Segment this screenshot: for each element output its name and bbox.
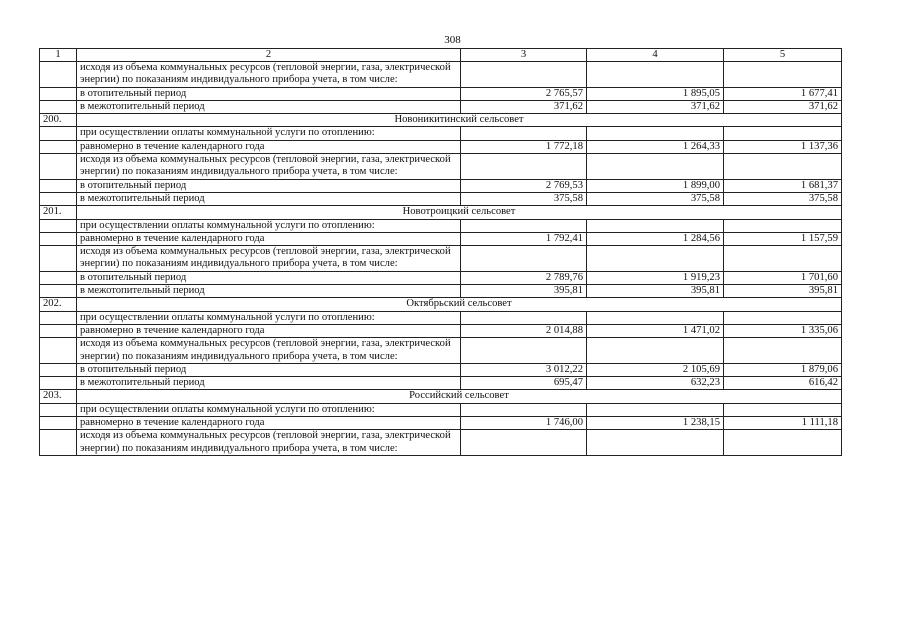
row-label: равномерно в течение календарного года: [77, 140, 461, 153]
empty-cell: [724, 127, 842, 140]
empty-cell: [461, 311, 587, 324]
row-label: в межотопительный период: [77, 285, 461, 298]
section-row: [40, 206, 842, 219]
header-row: [40, 49, 842, 62]
value-col-4: 1 238,15: [587, 417, 724, 430]
row-label: в отопительный период: [77, 87, 461, 100]
empty-cell: [40, 377, 77, 390]
value-col-3: 2 769,53: [461, 179, 587, 192]
value-col-3: 3 012,22: [461, 363, 587, 376]
value-col-3: 2 014,88: [461, 324, 587, 337]
empty-cell: [724, 154, 842, 180]
table-row: [40, 232, 842, 245]
table-row: [40, 87, 842, 100]
value-col-5: 375,58: [724, 192, 842, 205]
value-col-5: 1 111,18: [724, 417, 842, 430]
value-col-5: 1 677,41: [724, 87, 842, 100]
table-row: [40, 179, 842, 192]
value-col-4: 1 919,23: [587, 271, 724, 284]
row-label: при осуществлении оплаты коммунальной услуги по отоплению:: [77, 127, 461, 140]
empty-cell: [461, 430, 587, 456]
empty-cell: [40, 232, 77, 245]
empty-cell: [461, 403, 587, 416]
table-row: [40, 324, 842, 337]
value-col-3: 1 746,00: [461, 417, 587, 430]
row-label: исходя из объема коммунальных ресурсов (тепловой энергии, газа, электрической энергии) по показаниям индивидуального прибора учета, в том числе:: [77, 430, 461, 456]
section-title: Новоникитинский сельсовет: [77, 114, 842, 127]
row-label: при осуществлении оплаты коммунальной услуги по отоплению:: [77, 311, 461, 324]
empty-cell: [461, 154, 587, 180]
value-col-3: 1 792,41: [461, 232, 587, 245]
row-label: исходя из объема коммунальных ресурсов (тепловой энергии, газа, электрической энергии) по показаниям индивидуального прибора учета, в том числе:: [77, 338, 461, 364]
value-col-4: 1 284,56: [587, 232, 724, 245]
row-label: равномерно в течение календарного года: [77, 324, 461, 337]
subheading-row: [40, 403, 842, 416]
value-col-4: 1 471,02: [587, 324, 724, 337]
value-col-4: 375,58: [587, 192, 724, 205]
value-col-3: 2 789,76: [461, 271, 587, 284]
empty-cell: [40, 271, 77, 284]
empty-cell: [724, 246, 842, 272]
header-cell: 1: [40, 49, 77, 62]
value-col-3: 375,58: [461, 192, 587, 205]
empty-cell: [724, 430, 842, 456]
empty-cell: [40, 324, 77, 337]
row-label: равномерно в течение календарного года: [77, 232, 461, 245]
section-title: Октябрьский сельсовет: [77, 298, 842, 311]
table-row: [40, 285, 842, 298]
empty-cell: [587, 338, 724, 364]
row-label: исходя из объема коммунальных ресурсов (тепловой энергии, газа, электрической энергии) по показаниям индивидуального прибора учета, в том числе:: [77, 62, 461, 88]
empty-cell: [40, 192, 77, 205]
row-label: исходя из объема коммунальных ресурсов (тепловой энергии, газа, электрической энергии) по показаниям индивидуального прибора учета, в том числе:: [77, 154, 461, 180]
header-cell: 4: [587, 49, 724, 62]
table-row: [40, 363, 842, 376]
empty-cell: [587, 430, 724, 456]
empty-cell: [461, 246, 587, 272]
subheading-row: [40, 311, 842, 324]
header-cell: 3: [461, 49, 587, 62]
section-title: Новотроицкий сельсовет: [77, 206, 842, 219]
row-label: в межотопительный период: [77, 100, 461, 113]
row-label: в отопительный период: [77, 179, 461, 192]
page-number: 308: [444, 34, 461, 46]
section-number: 201.: [40, 206, 77, 219]
empty-cell: [40, 140, 77, 153]
value-col-4: 371,62: [587, 100, 724, 113]
value-col-4: 632,23: [587, 377, 724, 390]
empty-cell: [461, 338, 587, 364]
empty-cell: [587, 403, 724, 416]
empty-cell: [40, 403, 77, 416]
empty-cell: [587, 154, 724, 180]
table-row: [40, 140, 842, 153]
section-row: [40, 390, 842, 403]
subheading-row: [40, 127, 842, 140]
empty-cell: [587, 246, 724, 272]
row-label: при осуществлении оплаты коммунальной услуги по отоплению:: [77, 403, 461, 416]
row-label: при осуществлении оплаты коммунальной услуги по отоплению:: [77, 219, 461, 232]
header-cell: 5: [724, 49, 842, 62]
value-col-5: 1 157,59: [724, 232, 842, 245]
section-number: 200.: [40, 114, 77, 127]
empty-cell: [40, 311, 77, 324]
empty-cell: [40, 62, 77, 88]
value-col-4: 2 105,69: [587, 363, 724, 376]
value-col-4: 1 264,33: [587, 140, 724, 153]
value-col-4: 1 895,05: [587, 87, 724, 100]
empty-cell: [40, 219, 77, 232]
table-row: [40, 377, 842, 390]
description-row: [40, 154, 842, 180]
row-label: в отопительный период: [77, 363, 461, 376]
value-col-5: 371,62: [724, 100, 842, 113]
section-number: 202.: [40, 298, 77, 311]
value-col-3: 2 765,57: [461, 87, 587, 100]
empty-cell: [40, 363, 77, 376]
value-col-3: 695,47: [461, 377, 587, 390]
section-number: 203.: [40, 390, 77, 403]
row-label: в межотопительный период: [77, 377, 461, 390]
table-body: [40, 49, 842, 456]
empty-cell: [40, 100, 77, 113]
empty-cell: [724, 338, 842, 364]
empty-cell: [587, 219, 724, 232]
row-label: равномерно в течение календарного года: [77, 417, 461, 430]
empty-cell: [461, 219, 587, 232]
section-row: [40, 114, 842, 127]
row-label: в межотопительный период: [77, 192, 461, 205]
description-row: [40, 246, 842, 272]
value-col-3: 1 772,18: [461, 140, 587, 153]
description-row: [40, 338, 842, 364]
empty-cell: [40, 417, 77, 430]
description-row: [40, 430, 842, 456]
empty-cell: [724, 403, 842, 416]
empty-cell: [587, 311, 724, 324]
empty-cell: [724, 311, 842, 324]
tariff-table: [39, 48, 842, 456]
empty-cell: [461, 127, 587, 140]
empty-cell: [40, 338, 77, 364]
value-col-4: 395,81: [587, 285, 724, 298]
row-label: исходя из объема коммунальных ресурсов (тепловой энергии, газа, электрической энергии) по показаниям индивидуального прибора учета, в том числе:: [77, 246, 461, 272]
value-col-5: 1 335,06: [724, 324, 842, 337]
value-col-3: 371,62: [461, 100, 587, 113]
empty-cell: [40, 179, 77, 192]
empty-cell: [40, 127, 77, 140]
empty-cell: [724, 62, 842, 88]
table-row: [40, 100, 842, 113]
section-title: Российский сельсовет: [77, 390, 842, 403]
empty-cell: [40, 285, 77, 298]
row-label: в отопительный период: [77, 271, 461, 284]
table-row: [40, 192, 842, 205]
empty-cell: [587, 62, 724, 88]
subheading-row: [40, 219, 842, 232]
empty-cell: [40, 246, 77, 272]
value-col-5: 1 137,36: [724, 140, 842, 153]
table-row: [40, 271, 842, 284]
empty-cell: [461, 62, 587, 88]
value-col-5: 1 879,06: [724, 363, 842, 376]
empty-cell: [40, 87, 77, 100]
description-row: [40, 62, 842, 88]
value-col-3: 395,81: [461, 285, 587, 298]
table-row: [40, 417, 842, 430]
empty-cell: [40, 430, 77, 456]
section-row: [40, 298, 842, 311]
value-col-4: 1 899,00: [587, 179, 724, 192]
value-col-5: 1 681,37: [724, 179, 842, 192]
value-col-5: 395,81: [724, 285, 842, 298]
value-col-5: 1 701,60: [724, 271, 842, 284]
header-cell: 2: [77, 49, 461, 62]
empty-cell: [724, 219, 842, 232]
empty-cell: [40, 154, 77, 180]
value-col-5: 616,42: [724, 377, 842, 390]
empty-cell: [587, 127, 724, 140]
